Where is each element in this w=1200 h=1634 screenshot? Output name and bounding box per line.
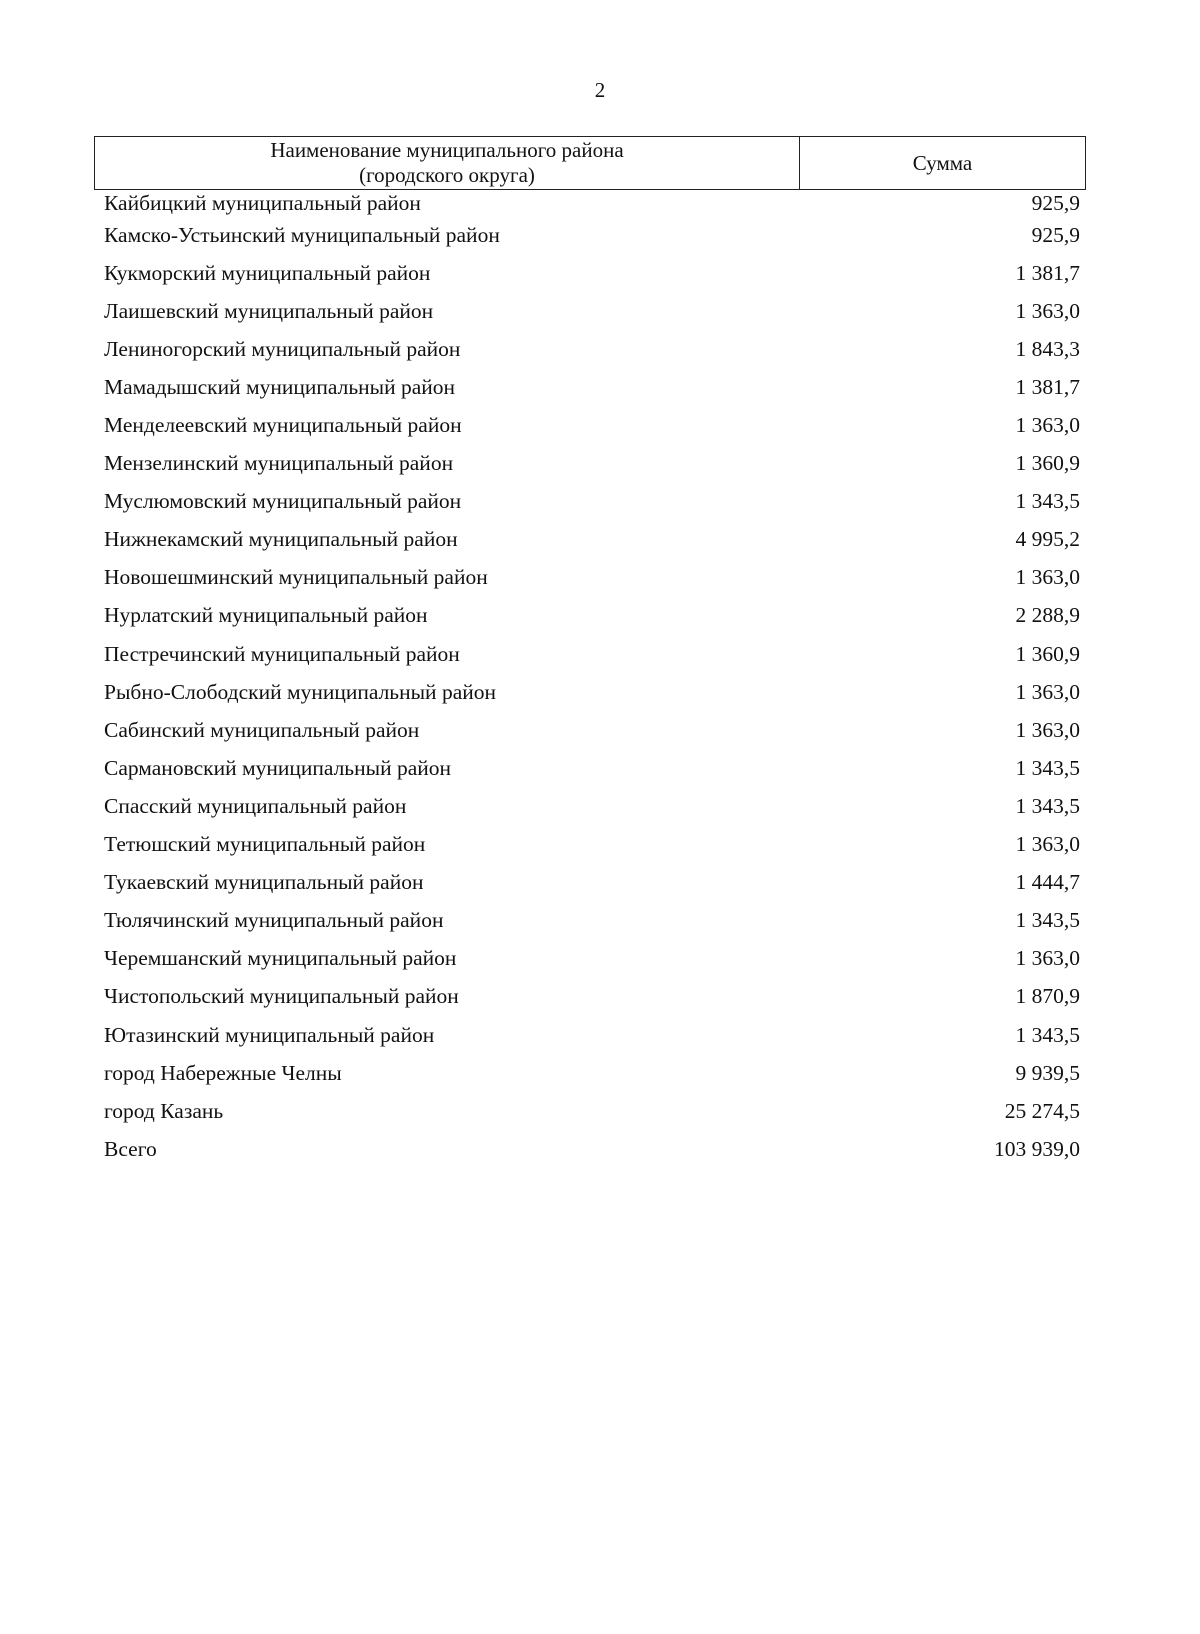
table-row bbox=[104, 1016, 1080, 1054]
row-value: 1 444,7 bbox=[1015, 870, 1080, 895]
header-sum-column bbox=[800, 137, 1085, 189]
row-name: Новошешминский муниципальный район bbox=[104, 565, 488, 590]
row-value: 1 363,0 bbox=[1015, 413, 1080, 438]
row-value: 925,9 bbox=[1031, 222, 1080, 247]
table-row bbox=[104, 330, 1080, 368]
row-name: Ютазинский муниципальный район bbox=[104, 1022, 435, 1047]
table-row bbox=[104, 292, 1080, 330]
row-name: Чистопольский муниципальный район bbox=[104, 984, 459, 1009]
table-body bbox=[104, 190, 1080, 1168]
row-name: город Набережные Челны bbox=[104, 1060, 342, 1085]
table-row bbox=[104, 673, 1080, 711]
row-name: Нурлатский муниципальный район bbox=[104, 603, 428, 628]
row-name: Пестречинский муниципальный район bbox=[104, 641, 460, 666]
table-row bbox=[104, 216, 1080, 254]
table-row bbox=[104, 940, 1080, 978]
table-row bbox=[104, 902, 1080, 940]
row-name: Сабинский муниципальный район bbox=[104, 717, 420, 742]
row-name: Тетюшский муниципальный район bbox=[104, 832, 426, 857]
row-name: Кайбицкий муниципальный район bbox=[104, 190, 421, 215]
row-value: 1 360,9 bbox=[1015, 641, 1080, 666]
row-value: 1 343,5 bbox=[1015, 793, 1080, 818]
row-value: 1 343,5 bbox=[1015, 489, 1080, 514]
row-name: Спасский муниципальный район bbox=[104, 793, 407, 818]
row-name: Кукморский муниципальный район bbox=[104, 260, 431, 285]
row-value: 1 870,9 bbox=[1015, 984, 1080, 1009]
row-value: 1 363,0 bbox=[1015, 565, 1080, 590]
row-value: 1 343,5 bbox=[1015, 908, 1080, 933]
row-name: Тюлячинский муниципальный район bbox=[104, 908, 444, 933]
row-value: 4 995,2 bbox=[1015, 527, 1080, 552]
row-name: Мамадышский муниципальный район bbox=[104, 374, 456, 399]
table-row bbox=[104, 521, 1080, 559]
row-value: 2 288,9 bbox=[1015, 603, 1080, 628]
row-value: 1 843,3 bbox=[1015, 336, 1080, 361]
table-row bbox=[104, 1054, 1080, 1092]
row-name: Мензелинский муниципальный район bbox=[104, 451, 454, 476]
row-name: Камско-Устьинский муниципальный район bbox=[104, 222, 500, 247]
table-row bbox=[104, 559, 1080, 597]
table-row bbox=[104, 635, 1080, 673]
row-value: 1 363,0 bbox=[1015, 946, 1080, 971]
row-value: 1 381,7 bbox=[1015, 374, 1080, 399]
table-header bbox=[94, 136, 1086, 190]
row-value: 1 360,9 bbox=[1015, 451, 1080, 476]
table-row bbox=[104, 978, 1080, 1016]
table-row bbox=[104, 445, 1080, 483]
row-name: Лениногорский муниципальный район bbox=[104, 336, 461, 361]
row-value: 1 381,7 bbox=[1015, 260, 1080, 285]
table-row bbox=[104, 787, 1080, 825]
header-name-line2: (городского округа) bbox=[359, 163, 535, 187]
table-row bbox=[104, 711, 1080, 749]
header-sum-label: Сумма bbox=[912, 150, 973, 175]
row-name: Тукаевский муниципальный район bbox=[104, 870, 424, 895]
row-name: Нижнекамский муниципальный район bbox=[104, 527, 458, 552]
row-value: 1 363,0 bbox=[1015, 832, 1080, 857]
row-name: Лаишевский муниципальный район bbox=[104, 298, 434, 323]
header-name-column bbox=[95, 137, 800, 189]
table-row bbox=[104, 1092, 1080, 1130]
table-row bbox=[104, 749, 1080, 787]
row-name: Рыбно-Слободский муниципальный район bbox=[104, 679, 496, 704]
row-name: Менделеевский муниципальный район bbox=[104, 413, 462, 438]
row-value: 103 939,0 bbox=[994, 1136, 1080, 1161]
row-name: город Казань bbox=[104, 1098, 224, 1123]
row-value: 925,9 bbox=[1031, 190, 1080, 215]
row-name: Черемшанский муниципальный район bbox=[104, 946, 457, 971]
table-row bbox=[104, 368, 1080, 406]
table-row bbox=[104, 597, 1080, 635]
row-value: 1 363,0 bbox=[1015, 717, 1080, 742]
table-row bbox=[104, 406, 1080, 444]
row-name: Всего bbox=[104, 1136, 157, 1161]
row-value: 25 274,5 bbox=[1004, 1098, 1080, 1123]
row-value: 1 343,5 bbox=[1015, 755, 1080, 780]
page-number: 2 bbox=[594, 78, 606, 102]
row-name: Муслюмовский муниципальный район bbox=[104, 489, 462, 514]
table-row bbox=[104, 254, 1080, 292]
row-value: 1 363,0 bbox=[1015, 298, 1080, 323]
table-row bbox=[104, 190, 1080, 216]
table-row bbox=[104, 826, 1080, 864]
row-value: 1 363,0 bbox=[1015, 679, 1080, 704]
row-value: 1 343,5 bbox=[1015, 1022, 1080, 1047]
header-name-line1: Наименование муниципального района bbox=[270, 138, 624, 162]
row-value: 9 939,5 bbox=[1015, 1060, 1080, 1085]
table-row bbox=[104, 483, 1080, 521]
table-row bbox=[104, 864, 1080, 902]
table-row bbox=[104, 1130, 1080, 1168]
row-name: Сармановский муниципальный район bbox=[104, 755, 452, 780]
